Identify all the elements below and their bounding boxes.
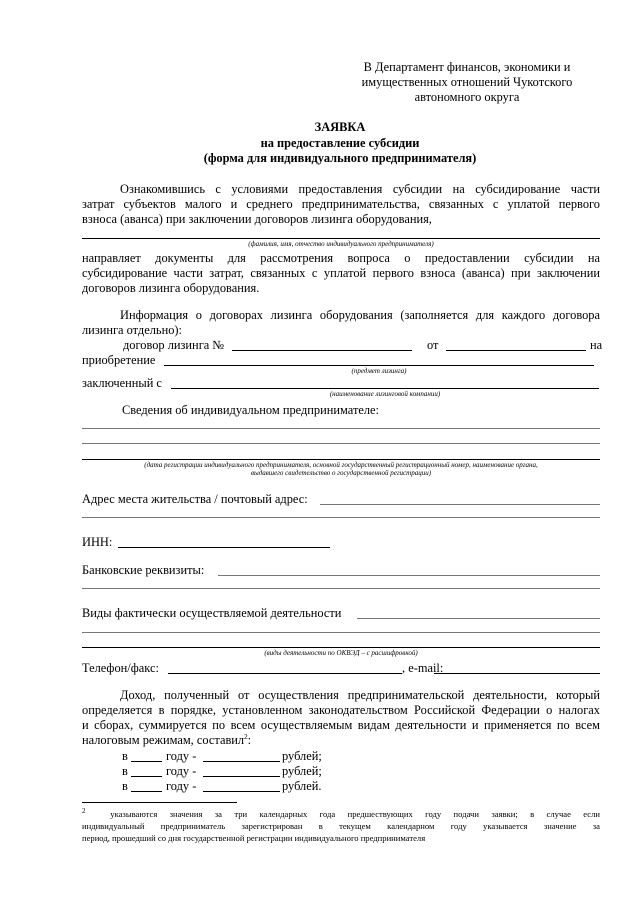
concluded-label: заключенный с — [82, 376, 162, 390]
entrepreneur-caption: (дата регистрации индивидуального предпринимателя, основной государственный регистрационный номер, наименование органа, — [144, 461, 538, 469]
inn-label: ИНН: — [82, 535, 113, 549]
bank-line-2[interactable] — [82, 588, 600, 589]
income-year-line[interactable] — [131, 776, 162, 777]
text-line: определяется в порядке, установленном законодательством Российской Федерации о налогах — [82, 703, 600, 717]
subject-caption: (предмет лизинга) — [351, 367, 407, 375]
address-line-1[interactable] — [320, 504, 600, 505]
leasing-info-paragraph — [82, 308, 600, 338]
income-year-line[interactable] — [131, 791, 162, 792]
on-label: на — [590, 338, 603, 352]
form-subtitle: на предоставление субсидии — [260, 136, 420, 150]
entrepreneur-line-1[interactable] — [82, 428, 600, 429]
email-label: , e-mail: — [402, 661, 444, 675]
text-line: Доход, полученный от осуществления предпринимательской деятельности, который — [120, 688, 600, 702]
entrepreneur-line-3[interactable] — [82, 459, 600, 460]
acquisition-label: приобретение — [82, 353, 156, 367]
activity-line-2[interactable] — [82, 632, 600, 633]
income-suffix: : — [247, 733, 252, 747]
income-row-prefix: в — [122, 749, 128, 763]
phone-field-line[interactable] — [168, 673, 402, 674]
contract-date-line[interactable] — [446, 350, 586, 351]
activity-line-3[interactable] — [82, 647, 600, 648]
activity-label: Виды фактически осуществляемой деятельности — [82, 606, 342, 620]
income-row-prefix: в — [122, 764, 128, 778]
activity-line-1[interactable] — [357, 618, 600, 619]
email-field-line[interactable] — [434, 673, 600, 674]
income-row-year: году - — [166, 749, 197, 763]
activity-caption: (виды деятельности по ОКВЭД – с расшифровкой) — [264, 649, 418, 657]
income-amount-line[interactable] — [203, 776, 280, 777]
income-paragraph — [82, 688, 600, 748]
contract-number-line[interactable] — [232, 350, 412, 351]
footnote-line: период, прошедший со дня государственной регистрации индивидуального предпринимателя — [82, 833, 426, 843]
entrepreneur-line-2[interactable] — [82, 443, 600, 444]
footnote-text: указываются значения за три календарных года предшествующих году подачи заявки; в случае если — [110, 809, 601, 819]
entrepreneur-caption: выдавшего свидетельство о государственной регистрации) — [250, 469, 432, 477]
footnote-line: индивидуальный предприниматель зарегистрирован в текущем календарном году указывается значение за — [82, 821, 600, 831]
bank-label: Банковские реквизиты: — [82, 563, 205, 577]
contract-label: договор лизинга № — [123, 338, 225, 352]
footnote-mark: 2 — [82, 807, 86, 816]
form-title: ЗАЯВКА — [314, 120, 366, 134]
income-row-unit: рублей; — [282, 764, 322, 778]
footnote-line — [82, 808, 600, 820]
text-line: затрат субъектов малого и среднего предпринимательства, связанных с уплатой первого — [82, 197, 600, 211]
footnote — [82, 808, 600, 844]
phone-label: Телефон/факс: — [82, 661, 159, 675]
from-label: от — [427, 338, 439, 352]
text-line: лизинга отдельно): — [82, 323, 182, 337]
address-label: Адрес места жительства / почтовый адрес: — [82, 492, 308, 506]
income-year-line[interactable] — [131, 761, 162, 762]
company-caption: (наименование лизинговой компании) — [329, 390, 441, 398]
text-line: Ознакомившись с условиями предоставления субсидии на субсидирование части — [120, 182, 600, 196]
text-line: Информация о договорах лизинга оборудования (заполняется для каждого договора — [120, 308, 600, 322]
inn-field-line[interactable] — [118, 547, 330, 548]
intro-paragraph — [82, 182, 600, 227]
bank-line-1[interactable] — [218, 575, 600, 576]
leasing-company-line[interactable] — [171, 388, 599, 389]
income-amount-line[interactable] — [203, 791, 280, 792]
addressee-line: имущественных отношений Чукотского — [361, 75, 573, 89]
text-line: взноса (аванса) при заключении договоров лизинга оборудования, — [82, 212, 432, 226]
income-row-year: году - — [166, 779, 197, 793]
form-subtitle-variant: (форма для индивидуального предпринимателя) — [203, 151, 477, 165]
addressee-line: автономного округа — [414, 90, 520, 104]
name-field-line[interactable] — [82, 238, 600, 239]
text-line: договоров лизинга оборудования. — [82, 281, 260, 295]
income-amount-line[interactable] — [203, 761, 280, 762]
income-final-text: налоговым режимам, составил — [82, 733, 245, 747]
income-row-prefix: в — [122, 779, 128, 793]
address-line-2[interactable] — [82, 517, 600, 518]
text-line: субсидирование части затрат, связанных с уплатой первого взноса (аванса) при заключении — [82, 266, 600, 280]
entrepreneur-label: Сведения об индивидуальном предпринимателе: — [122, 403, 379, 417]
text-line: направляет документы для рассмотрения вопроса о предоставлении субсидии на — [82, 251, 600, 265]
text-line: и сборах, суммируется по всем осуществляемым видам деятельности и применяется по всем — [82, 718, 600, 732]
sends-paragraph — [82, 251, 600, 296]
leasing-subject-line[interactable] — [164, 365, 594, 366]
addressee-block — [350, 60, 584, 105]
footnote-separator — [82, 802, 237, 803]
addressee-line: В Департамент финансов, экономики и — [363, 60, 571, 74]
name-caption: (фамилия, имя, отчество индивидуального предпринимателя) — [248, 240, 434, 248]
income-row-unit: рублей. — [282, 779, 322, 793]
text-line — [82, 733, 600, 748]
income-row-unit: рублей; — [282, 749, 322, 763]
footnote-reference: 2 — [244, 732, 248, 741]
income-row-year: году - — [166, 764, 197, 778]
